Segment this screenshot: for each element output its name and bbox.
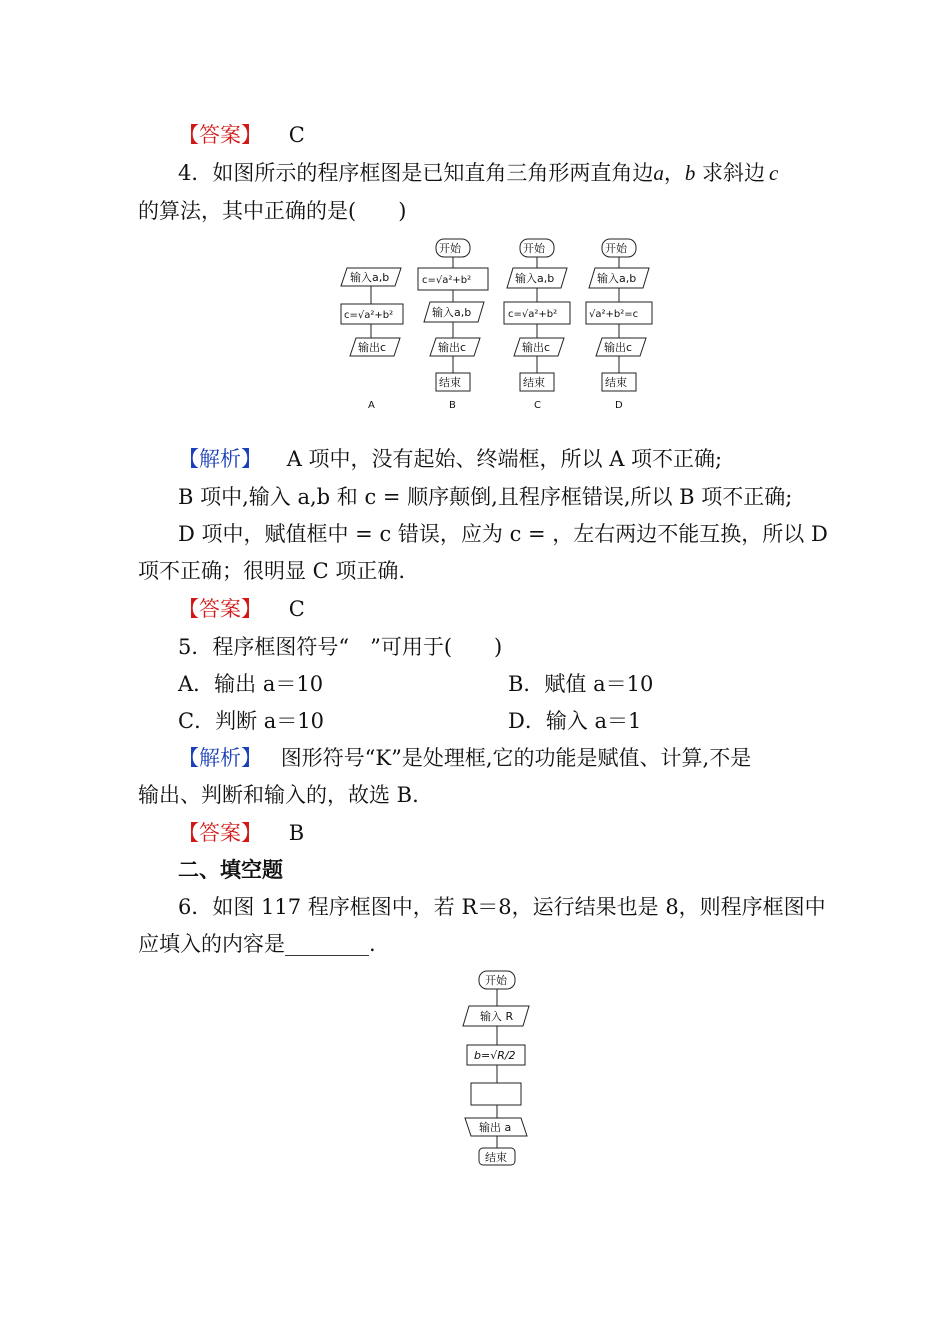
q5-analysis-line1: 【解析】 图形符号“K”是处理框,它的功能是赋值、计算,不是 — [178, 746, 752, 770]
answer-tag: 【答案】 — [178, 597, 262, 621]
answer-value: C — [288, 597, 305, 621]
label-d: D — [615, 400, 623, 411]
flowchart-c — [504, 239, 570, 411]
input-text: 输入 R — [480, 1010, 514, 1023]
end-text: 结束 — [439, 376, 461, 389]
input-text: 输入a,b — [350, 271, 390, 284]
assign-text: √a²+b²=c — [589, 309, 639, 320]
q5-answer-row — [178, 818, 304, 848]
q4-analysis-line3: D 项中，赋值框中 = c 错误，应为 c = ，左右两边不能互换，所以 D — [178, 522, 828, 546]
flowchart-a — [341, 268, 403, 411]
end-text: 结束 — [605, 376, 627, 389]
blank-process-box — [471, 1083, 521, 1105]
assign-text: c=√a²+b² — [508, 309, 558, 320]
end-text: 结束 — [485, 1151, 507, 1164]
q4-stem-line2: 的算法，其中正确的是( ) — [138, 199, 407, 223]
output-text: 输出c — [522, 341, 551, 354]
q6-stem-line1: 6．如图 117 程序框图中，若 R＝8，运行结果也是 8，则程序框图中 — [178, 895, 826, 919]
section-title: 二、填空题 — [178, 858, 283, 882]
start-text: 开始 — [439, 242, 461, 255]
q4-flowcharts — [338, 236, 698, 416]
assign-text: c=√a²+b² — [344, 310, 394, 321]
assign-text: b=√R/2 — [474, 1049, 516, 1062]
input-text: 输入a,b — [432, 306, 472, 319]
output-text: 输出 a — [479, 1121, 512, 1134]
label-c: C — [534, 400, 541, 411]
q5-option-c: C．判断 a＝10 — [178, 709, 324, 733]
answer-tag: 【答案】 — [178, 821, 262, 845]
output-text: 输出c — [438, 341, 467, 354]
start-text: 开始 — [485, 974, 507, 987]
output-text: 输出c — [358, 341, 387, 354]
q5-analysis-line2: 输出、判断和输入的，故选 B. — [138, 783, 419, 807]
assign-text: c=√a²+b² — [422, 275, 472, 286]
flowchart-b — [418, 239, 488, 411]
label-a: A — [368, 400, 375, 411]
q5-option-b: B．赋值 a＝10 — [508, 672, 654, 696]
q4-stem-line1: 4．如图所示的程序框图是已知直角三角形两直角边a，b 求斜边 c — [178, 161, 779, 185]
answer-value: C — [288, 123, 305, 147]
q6-stem-line2: 应填入的内容是________. — [138, 932, 376, 956]
output-text: 输出c — [604, 341, 633, 354]
input-text: 输入a,b — [515, 272, 555, 285]
q4-analysis-line1: 【解析】 A 项中，没有起始、终端框，所以 A 项不正确; — [178, 447, 723, 471]
input-text: 输入a,b — [597, 272, 637, 285]
q4-analysis-line2: B 项中,输入 a,b 和 c = 顺序颠倒,且程序框错误,所以 B 项不正确; — [178, 485, 793, 509]
start-text: 开始 — [605, 242, 627, 255]
label-b: B — [449, 400, 456, 411]
q5-option-d: D．输入 a＝1 — [508, 709, 642, 733]
answer-tag: 【答案】 — [178, 123, 262, 147]
end-text: 结束 — [523, 376, 545, 389]
analysis-tag: 【解析】 — [178, 447, 262, 471]
analysis-tag: 【解析】 — [178, 746, 262, 770]
flowchart-d — [586, 239, 652, 411]
q6-flowchart — [452, 968, 542, 1168]
answer-value: B — [288, 821, 305, 845]
q3-answer-row — [178, 120, 305, 150]
q5-option-a: A．输出 a＝10 — [178, 672, 324, 696]
q5-stem: 5．程序框图符号“ ”可用于( ) — [178, 635, 503, 659]
start-text: 开始 — [523, 242, 545, 255]
q4-answer-row — [178, 594, 305, 624]
q4-analysis-line4: 项不正确；很明显 C 项正确. — [138, 559, 406, 583]
